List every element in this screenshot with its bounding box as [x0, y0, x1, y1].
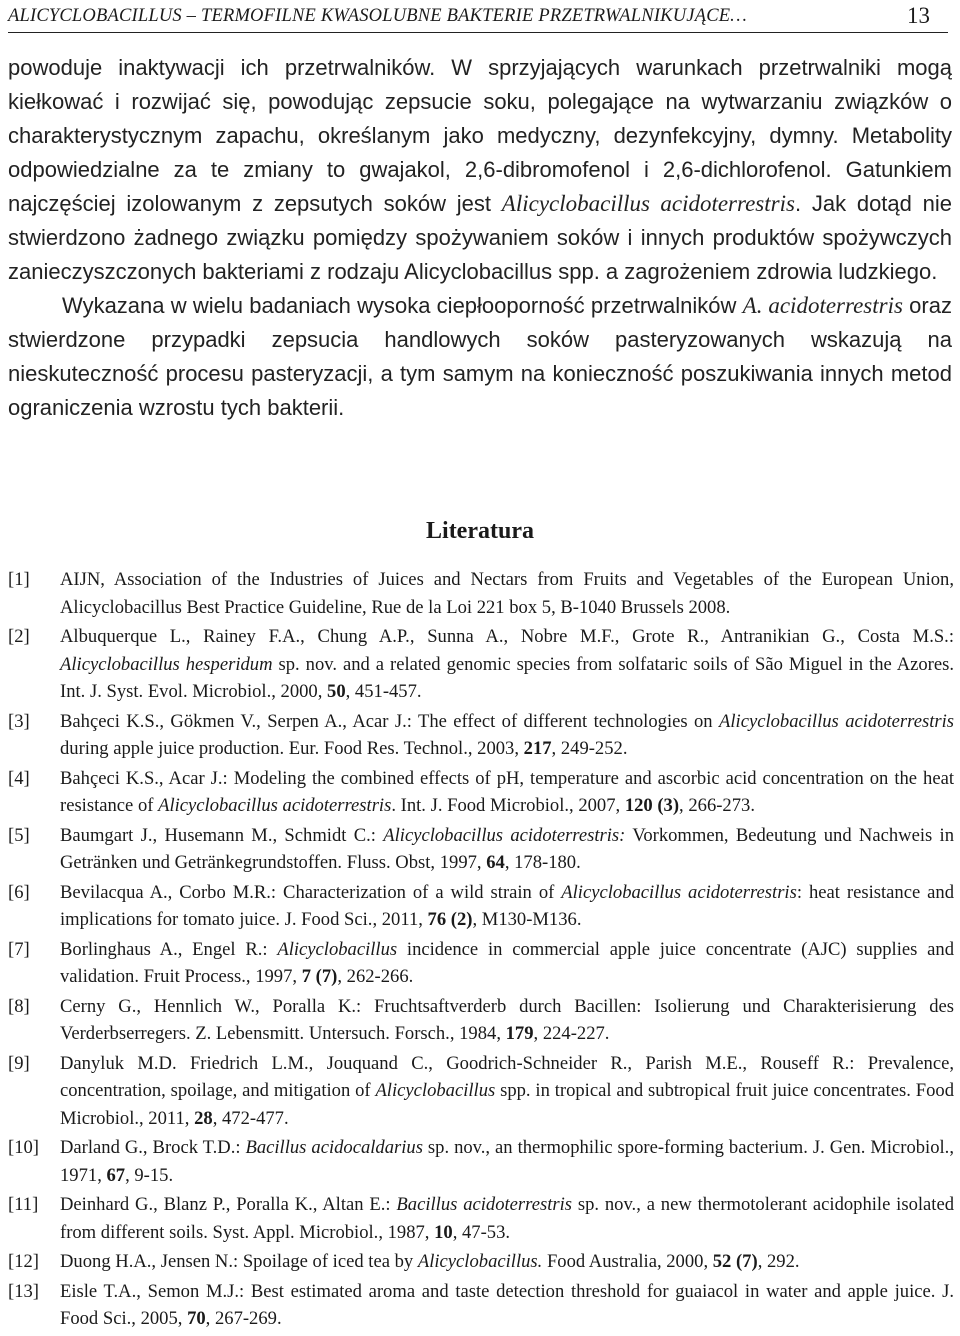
reference-text — [60, 765, 954, 820]
reference-text-segment: , 47-53. — [452, 1221, 511, 1243]
reference-text-segment: , 451-457. — [345, 681, 422, 702]
reference-number: [13] — [8, 1280, 39, 1302]
reference-item — [8, 936, 954, 991]
reference-italic-term: Alicyclobacillus acidoterrestris — [561, 881, 797, 903]
reference-item — [8, 1134, 954, 1189]
reference-text-segment: Bevilacqua A., Corbo M.R.: Characterization of a wild strain of — [60, 881, 562, 903]
paragraph-1-species-name: Alicyclobacillus acidoterrestris — [501, 191, 795, 216]
paragraph-2-text-b: oraz stwierdzone przypadki zepsucia handlowych soków pasteryzowanych wskazują na nieskuteczność procesu pasteryzacji, a tym samym na konieczność poszukiwania innych metod ograniczenia wzrostu tych bakterii. — [8, 293, 952, 420]
reference-text — [60, 1278, 954, 1333]
reference-italic-term: Alicyclobacillus — [375, 1080, 496, 1101]
reference-volume: 76 (2) — [427, 909, 473, 930]
reference-text-segment: , 292. — [757, 1251, 800, 1272]
reference-text-segment: , 267-269. — [205, 1308, 282, 1329]
paragraph-2 — [8, 289, 952, 425]
reference-volume: 10 — [434, 1221, 453, 1243]
reference-text-segment: . Int. J. Food Microbiol., 2007, — [391, 795, 625, 816]
reference-number: [1] — [8, 569, 30, 590]
reference-text — [60, 879, 954, 934]
reference-item — [8, 879, 954, 934]
reference-text-segment: Deinhard G., Blanz P., Poralla K., Altan E.: — [60, 1194, 397, 1215]
reference-number: [4] — [8, 767, 30, 789]
body-text — [8, 51, 952, 425]
reference-text — [60, 1191, 954, 1246]
reference-text-segment: , 266-273. — [679, 795, 755, 816]
reference-item — [8, 1278, 954, 1333]
reference-number: [8] — [8, 995, 30, 1017]
reference-text-segment: , 472-477. — [212, 1107, 289, 1129]
reference-number: [12] — [8, 1251, 39, 1272]
reference-item — [8, 1191, 954, 1246]
reference-volume: 120 (3) — [624, 795, 680, 816]
reference-italic-term: Alicyclobacillus — [277, 938, 398, 960]
reference-number: [5] — [8, 824, 30, 846]
reference-text-segment: , 224-227. — [533, 1023, 610, 1044]
reference-volume: 28 — [194, 1107, 213, 1129]
reference-text-segment: Bahçeci K.S., Acar J.: Modeling the combined effects of pH, temperature and ascorbic acid concentration on the heat resistance of — [60, 767, 954, 816]
reference-list — [8, 566, 954, 1335]
reference-text-segment: Vorkommen, Bedeutung und Nachweis in Getränken und Getränkegrundstoffen. Fluss. Obst, 1997, — [60, 824, 954, 873]
paragraph-2-text-a: Wykazana w wielu badaniach wysoka ciepłooporność przetrwalników — [62, 293, 743, 318]
reference-volume: 64 — [486, 852, 505, 873]
reference-italic-term: Alicyclobacillus hesperidum — [60, 653, 273, 675]
reference-text-segment: , 178-180. — [504, 852, 581, 873]
reference-text-segment: AIJN, Association of the Industries of Juices and Nectars from Fruits and Vegetables of the European Union, Alicyclobacillus Best Practice Guideline, Rue de la Loi 221 box 5, B-1040 Brussels 2008. — [60, 569, 954, 618]
running-header-title: ALICYCLOBACILLUS – TERMOFILNE KWASOLUBNE BAKTERIE PRZETRWALNIKUJĄCE… — [8, 6, 747, 26]
reference-number: [10] — [8, 1137, 39, 1158]
reference-text-segment: sp. nov., a new thermotolerant acidophile isolated from different soils. Syst. Appl. Microbiol., 1987, — [60, 1194, 955, 1243]
reference-text-segment: Darland G., Brock T.D.: — [60, 1137, 246, 1158]
reference-item — [8, 708, 954, 763]
reference-text — [60, 822, 954, 877]
running-header — [8, 2, 948, 33]
reference-text-segment: Albuquerque L., Rainey F.A., Chung A.P., Sunna A., Nobre M.F., Grote R., Antranikian G., Costa M.S.: — [60, 626, 954, 647]
reference-italic-term: Alicyclobacillus acidoterrestris — [158, 795, 392, 816]
reference-italic-term: Bacillus acidoterrestris — [396, 1194, 573, 1215]
paragraph-1-text-b: . Jak dotąd nie stwierdzono żadnego związku pomiędzy spożywaniem soków i innych produktów spożywczych zanieczyszczonych bakteriami z rodzaju Alicyclobacillus spp. a zagrożeniem zdrowia ludzkiego. — [8, 191, 953, 284]
reference-volume: 50 — [327, 681, 346, 702]
reference-text-segment: , 262-266. — [337, 966, 414, 987]
reference-text-segment: Food Australia, 2000, — [542, 1251, 713, 1272]
reference-number: [11] — [8, 1194, 39, 1215]
reference-number: [9] — [8, 1052, 30, 1074]
reference-volume: 70 — [187, 1308, 206, 1329]
reference-item — [8, 566, 954, 621]
reference-item — [8, 1248, 954, 1276]
reference-text — [60, 936, 954, 991]
reference-volume: 52 (7) — [712, 1251, 758, 1272]
reference-text-segment: sp. nov. and a related genomic species from solfataric soils of São Miguel in the Azores. Int. J. Syst. Evol. Microbiol., 2000, — [60, 653, 955, 702]
reference-text — [60, 708, 954, 763]
reference-italic-term: Bacillus acidocaldarius — [245, 1137, 423, 1158]
reference-text-segment: Bahçeci K.S., Gökmen V., Serpen A., Acar J.: The effect of different technologies on — [60, 710, 719, 732]
reference-italic-term: Alicyclobacillus acidoterrestris: — [383, 824, 626, 846]
reference-text-segment: , 249-252. — [551, 738, 628, 759]
reference-text-segment: incidence in commercial apple juice concentrate (AJC) supplies and validation. Fruit Process., 1997, — [60, 938, 954, 987]
reference-item — [8, 993, 954, 1048]
reference-number: [7] — [8, 938, 30, 960]
reference-text-segment: Borlinghaus A., Engel R.: — [60, 938, 278, 960]
page-number: 13 — [907, 3, 930, 28]
reference-text — [60, 566, 954, 621]
reference-text-segment: Baumgart J., Husemann M., Schmidt C.: — [60, 824, 384, 846]
reference-text-segment: , M130-M136. — [472, 909, 582, 930]
reference-item — [8, 1050, 954, 1133]
reference-text — [60, 1050, 954, 1133]
reference-item — [8, 623, 954, 706]
reference-text-segment: Danyluk M.D. Friedrich L.M., Jouquand C., Goodrich-Schneider R., Parish M.E., Rouseff R.: Prevalence, concentration, spoilage, and mitigation of — [60, 1052, 954, 1101]
reference-text-segment: during apple juice production. Eur. Food Res. Technol., 2003, — [60, 738, 524, 759]
paragraph-2-species-name: A. acidoterrestris — [742, 293, 903, 318]
reference-volume: 7 (7) — [301, 966, 338, 987]
reference-volume: 179 — [505, 1023, 534, 1044]
reference-text-segment: Duong H.A., Jensen N.: Spoilage of iced tea by — [60, 1251, 418, 1272]
reference-number: [3] — [8, 710, 30, 732]
reference-text-segment: Cerny G., Hennlich W., Poralla K.: Fruchtsaftverderb durch Bacillen: Isolierung und Charakterisierung des Verderbserregers. Z. Lebensmitt. Untersuch. Forsch., 1984, — [60, 995, 954, 1044]
reference-text-segment: spp. in tropical and subtropical fruit juice concentrates. Food Microbiol., 2011, — [60, 1080, 954, 1129]
reference-number: [6] — [8, 881, 30, 903]
reference-text-segment: : heat resistance and implications for tomato juice. J. Food Sci., 2011, — [60, 881, 955, 930]
reference-italic-term: Alicyclobacillus. — [417, 1251, 543, 1272]
reference-text-segment: , 9-15. — [125, 1164, 174, 1186]
section-title-literatura: Literatura — [426, 518, 534, 544]
reference-text — [60, 623, 954, 706]
reference-italic-term: Alicyclobacillus acidoterrestris — [719, 710, 954, 732]
reference-text — [60, 993, 954, 1048]
paragraph-1 — [8, 51, 952, 289]
paragraph-1-text-a: powoduje inaktywacji ich przetrwalników. W sprzyjających warunkach przetrwalniki mogą kiełkować i rozwijać się, powodując zepsucie soku, polegające na wytwarzaniu związków o charakterystycznym zapachu, określanym jako medyczny, dezynfekcyjny, dymny. Metabolity odpowiedzialne za te zmiany to gwajakol, 2,6-dibromofenol i 2,6-dichlorofenol. Gatunkiem najczęściej izolowanym z zepsutych soków jest — [8, 55, 952, 216]
reference-volume: 67 — [106, 1164, 126, 1186]
reference-text-segment: Eisle T.A., Semon M.J.: Best estimated aroma and taste detection threshold for guaiacol in water and apple juice. J. Food Sci., 2005, — [60, 1280, 954, 1329]
reference-number: [2] — [8, 626, 30, 647]
reference-item — [8, 765, 954, 820]
reference-volume: 217 — [523, 738, 552, 759]
reference-text — [60, 1134, 954, 1189]
reference-item — [8, 822, 954, 877]
reference-text-segment: sp. nov., an thermophilic spore-forming bacterium. J. Gen. Microbiol., 1971, — [60, 1137, 954, 1186]
reference-text — [60, 1248, 954, 1276]
